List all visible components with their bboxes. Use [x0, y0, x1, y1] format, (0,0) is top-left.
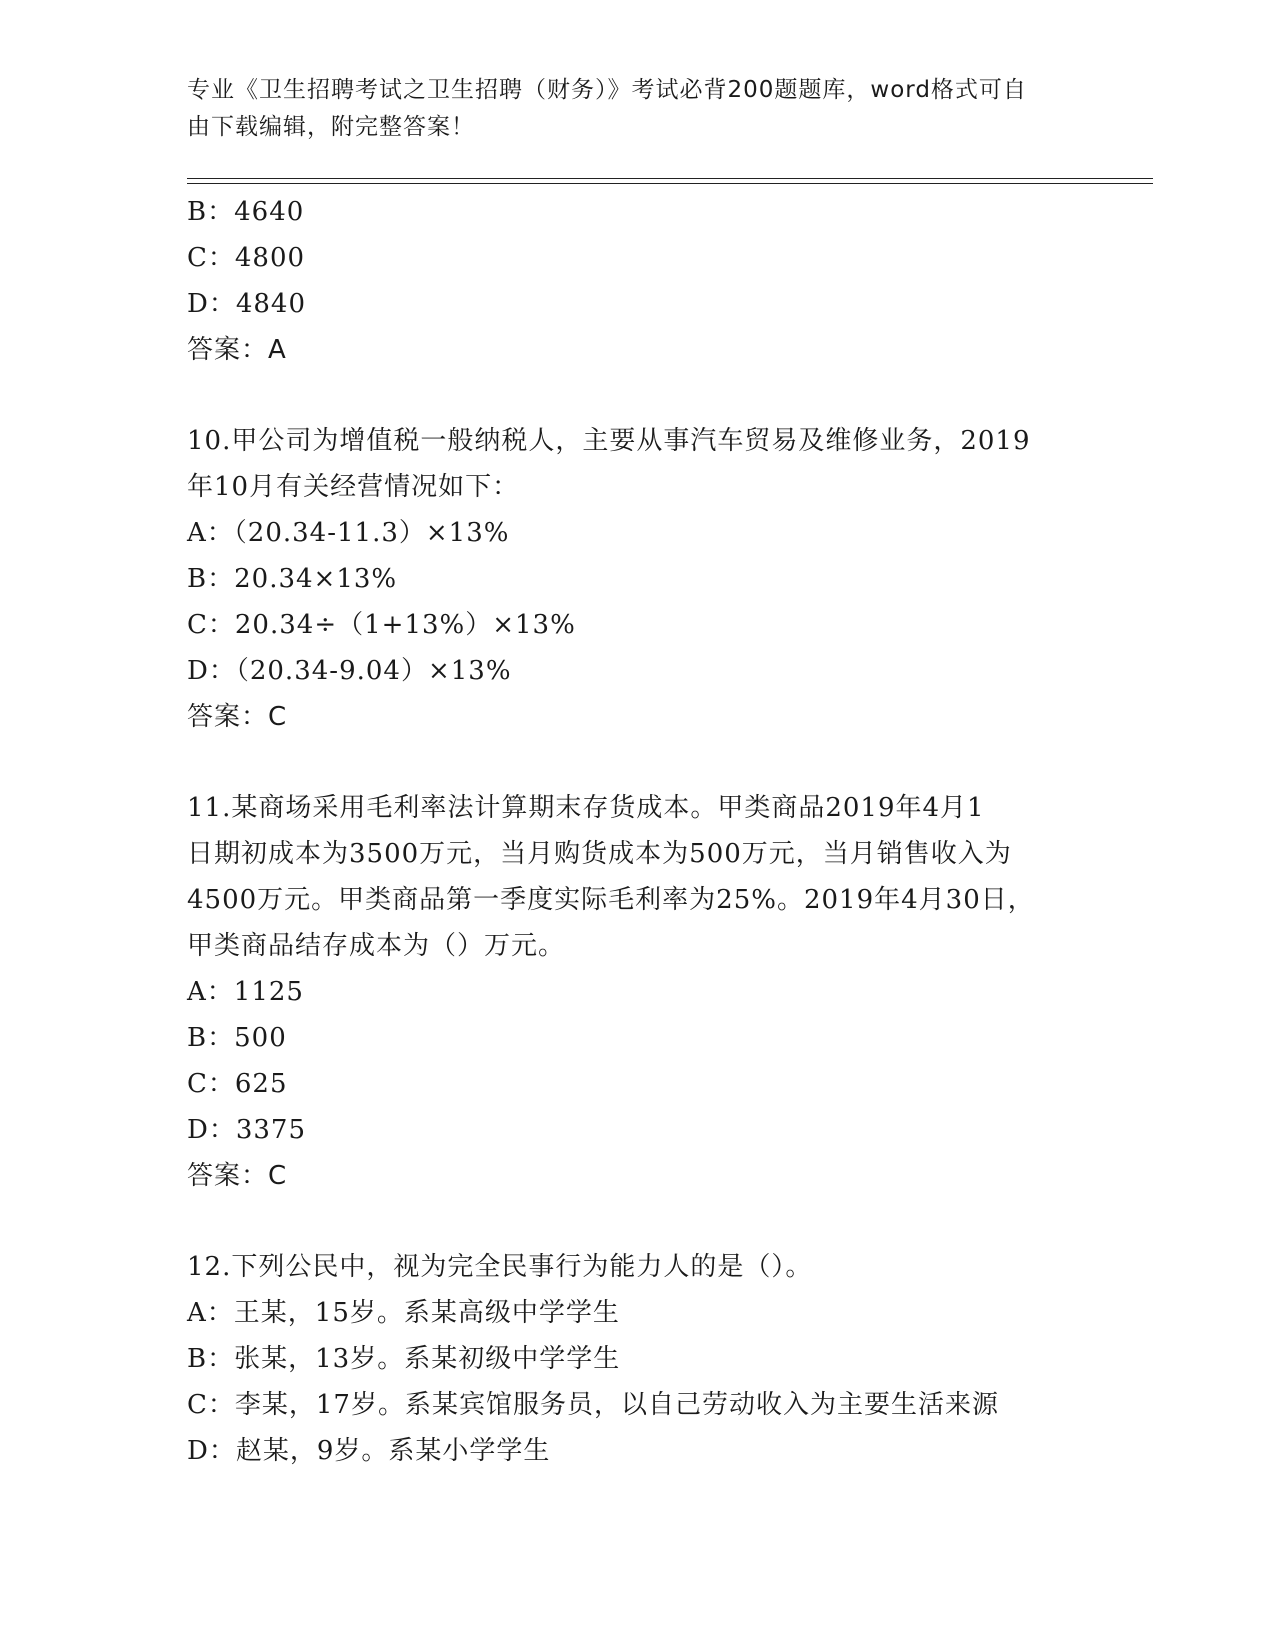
- header-line-2: 由下载编辑，附完整答案！: [187, 114, 475, 140]
- header-divider-bottom: [187, 183, 1153, 184]
- option-c: C：20.34÷（1+13%）×13%: [187, 610, 576, 640]
- question-content: [187, 189, 1087, 1474]
- question-stem-line: 4500万元。甲类商品第一季度实际毛利率为25%。2019年4月30日，: [187, 885, 1035, 915]
- answer-line: 答案：C: [187, 1161, 288, 1191]
- question-stem-line: 年10月有关经营情况如下：: [187, 472, 520, 502]
- header-divider-top: [187, 178, 1153, 179]
- question-stem-line: 12.下列公民中，视为完全民事行为能力人的是（）。: [187, 1252, 813, 1282]
- option-b: B：20.34×13%: [187, 564, 398, 594]
- answer-line: 答案：A: [187, 335, 287, 365]
- option-a: A：1125: [187, 977, 304, 1007]
- option-a: A：王某，15岁。系某高级中学学生: [187, 1298, 620, 1328]
- option-b: B：张某，13岁。系某初级中学学生: [187, 1344, 621, 1374]
- option-b: B：4640: [187, 197, 305, 227]
- option-c: C：4800: [187, 243, 306, 273]
- answer-line: 答案：C: [187, 702, 288, 732]
- option-d: D：（20.34-9.04）×13%: [187, 656, 512, 686]
- option-d: D：4840: [187, 289, 307, 319]
- option-b: B：500: [187, 1023, 287, 1053]
- question-stem-line: 日期初成本为3500万元，当月购货成本为500万元，当月销售收入为: [187, 839, 1012, 869]
- question-11: [187, 785, 1087, 1199]
- document-header: [187, 72, 1067, 146]
- question-9-tail: [187, 189, 1087, 373]
- question-stem-line: 11.某商场采用毛利率法计算期末存货成本。甲类商品2019年4月1: [187, 793, 985, 823]
- question-stem-line: 甲类商品结存成本为（）万元。: [187, 931, 566, 961]
- option-d: D：赵某，9岁。系某小学学生: [187, 1436, 551, 1466]
- option-c: C：李某，17岁。系某宾馆服务员，以自己劳动收入为主要生活来源: [187, 1390, 999, 1420]
- question-stem-line: 10.甲公司为增值税一般纳税人，主要从事汽车贸易及维修业务，2019: [187, 426, 1031, 456]
- question-10: [187, 418, 1087, 740]
- option-d: D：3375: [187, 1115, 307, 1145]
- option-c: C：625: [187, 1069, 288, 1099]
- question-12: [187, 1244, 1087, 1474]
- header-line-1: 专业《卫生招聘考试之卫生招聘（财务）》考试必背200题题库，word格式可自: [187, 77, 1027, 103]
- option-a: A：（20.34-11.3）×13%: [187, 518, 510, 548]
